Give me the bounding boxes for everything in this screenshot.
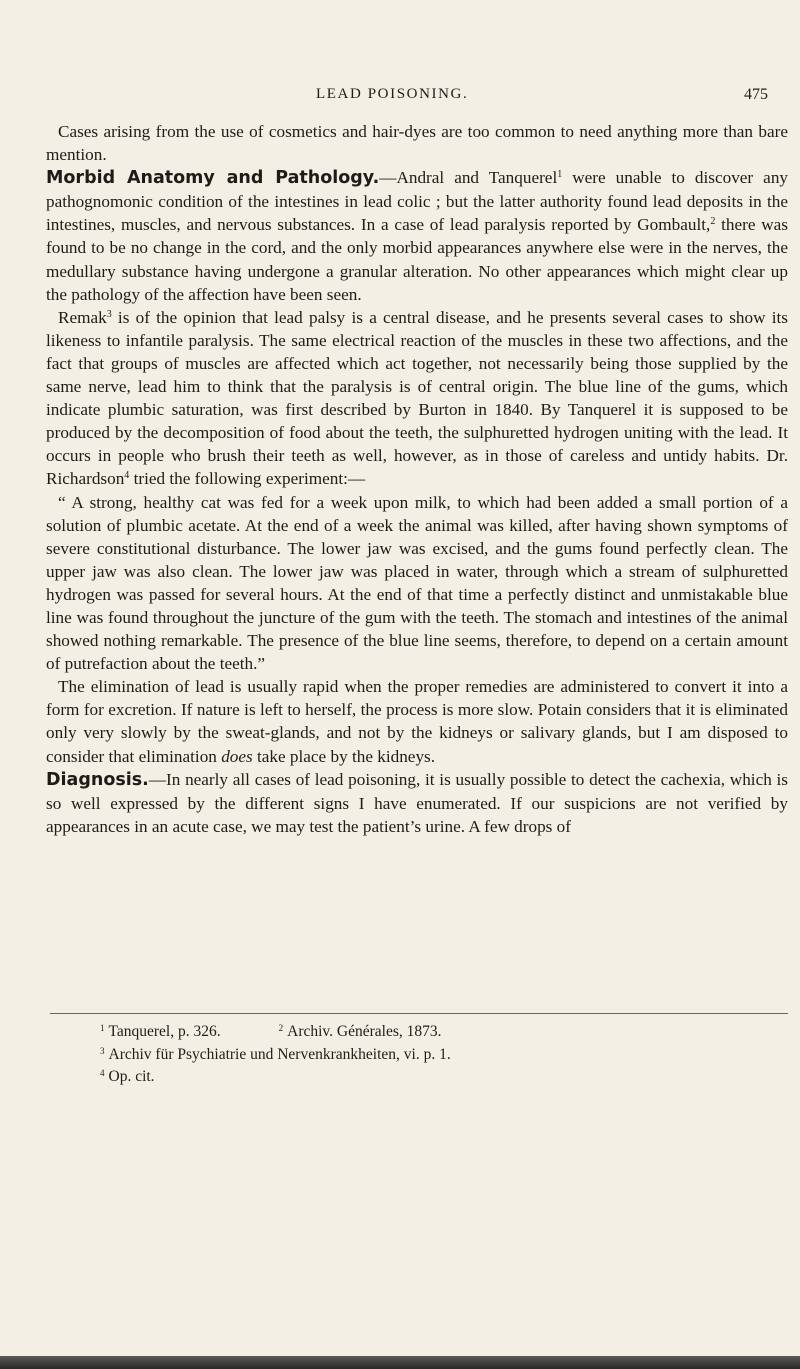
paragraph-text: —In nearly all cases of lead poisoning, it is usually possible to detect the cachexia, which is so well expressed by the different signs I have enumerated. If our suspicions are not verified by appearances in an acute case, we may test the patient’s urine. A few drops of	[46, 769, 788, 836]
footnote	[100, 1042, 760, 1065]
paragraph-text: there was found to be no change in the cord, and the only morbid appearances anywhere else were in the nerves, the medullary substance having undergone a granular alteration. No other appearances which might clear up the pathology of the affection have been seen.	[46, 215, 788, 304]
running-head: LEAD POISONING.	[316, 86, 469, 102]
footnote-mark: 3	[100, 1045, 105, 1056]
paragraph-text: The elimination of lead is usually rapid when the proper remedies are administered to convert it into a form for excretion. If nature is left to herself, the process is more slow. Potain considers that it is eliminated only very slowly by the sweat-glands, and not by the kidneys or salivary glands, but I am disposed to consider that elimination	[46, 677, 788, 766]
paragraph-text: is of the opinion that lead palsy is a central disease, and he presents several cases to show its likeness to infantile paralysis. The same electrical reaction of the muscles in these two affections, and the fact that groups of muscles are affected which act together, not necessarily being those supplied by the same nerve, lead him to think that the paralysis is of central origin. The blue line of the gums, which indicate plumbic saturation, was first described by Burton in 1840. By Tanquerel it is supposed to be produced by the decomposition of food about the teeth, the sulphuretted hydrogen uniting with the lead. It occurs in people who brush their teeth as well, however, as in those of careless and untidy habits. Dr. Richardson	[46, 307, 788, 489]
section-heading: Diagnosis.	[46, 769, 149, 790]
footnote-text: Tanquerel, p. 326.	[108, 1023, 221, 1040]
body-text	[46, 120, 788, 838]
paragraph	[46, 120, 788, 166]
paragraph-text: tried the following experiment:—	[129, 469, 366, 489]
page-header	[0, 86, 800, 112]
paragraph-text: “ A strong, healthy cat was fed for a week upon milk, to which had been added a small portion of a solution of plumbic acetate. At the end of a week the animal was killed, after having shown symptoms of severe constitutional disturbance. The lower jaw was excised, and the gums found perfectly clean. The upper jaw was also clean. The lower jaw was placed in water, through which a stream of sulphuretted hydrogen was passed for several hours. At the end of that time a perfectly distinct and unmistakable blue line was found throughout the juncture of the gum with the teeth. The stomach and intestines of the animal showed nothing remarkable. The presence of the blue line seems, therefore, to depend on a certain amount of putrefaction about the teeth.”	[46, 492, 788, 674]
scan-edge-bar	[0, 1356, 800, 1369]
paragraph	[46, 675, 788, 767]
footnote-ref: 4	[124, 470, 130, 482]
paragraph-text: Remak	[58, 307, 107, 327]
quotation	[46, 491, 788, 676]
footnote-text: Archiv. Générales, 1873.	[287, 1023, 442, 1040]
paragraph	[46, 166, 788, 306]
paragraph-text: —Andral and Tanquerel	[379, 168, 558, 188]
paragraph-text: take place by the kidneys.	[252, 746, 436, 766]
footnote-row	[100, 1019, 760, 1042]
emphasis: does	[221, 746, 253, 766]
paragraph-text: Cases arising from the use of cosmetics and hair-dyes are too common to need anything more than bare mention.	[46, 122, 788, 165]
page-number: 475	[744, 86, 768, 103]
footnote-text: Op. cit.	[108, 1068, 155, 1085]
footnotes	[100, 1019, 760, 1087]
paragraph	[46, 768, 788, 838]
paragraph	[46, 306, 788, 491]
footnote-text: Archiv für Psychiatrie und Nervenkrankheiten, vi. p. 1.	[108, 1045, 451, 1063]
footnote-ref: 2	[710, 216, 716, 228]
footnote-mark: 1	[100, 1023, 105, 1033]
footnote-ref: 1	[557, 169, 563, 181]
footnote	[100, 1023, 221, 1040]
footnote	[100, 1064, 760, 1087]
footnote-ref: 3	[106, 308, 112, 320]
section-heading: Morbid Anatomy and Pathology.	[46, 168, 380, 189]
footnote	[279, 1019, 442, 1042]
paragraph-text: were unable to discover any pathognomonic condition of the intestines in lead colic ; but the latter authority found lead deposits in the intestines, muscles, and nervous substances. In a case of lead paralysis reported by Gombault,	[46, 168, 789, 235]
footnote-mark: 4	[100, 1068, 105, 1078]
footnote-mark: 2	[278, 1023, 284, 1033]
footnote-divider	[50, 1013, 788, 1014]
